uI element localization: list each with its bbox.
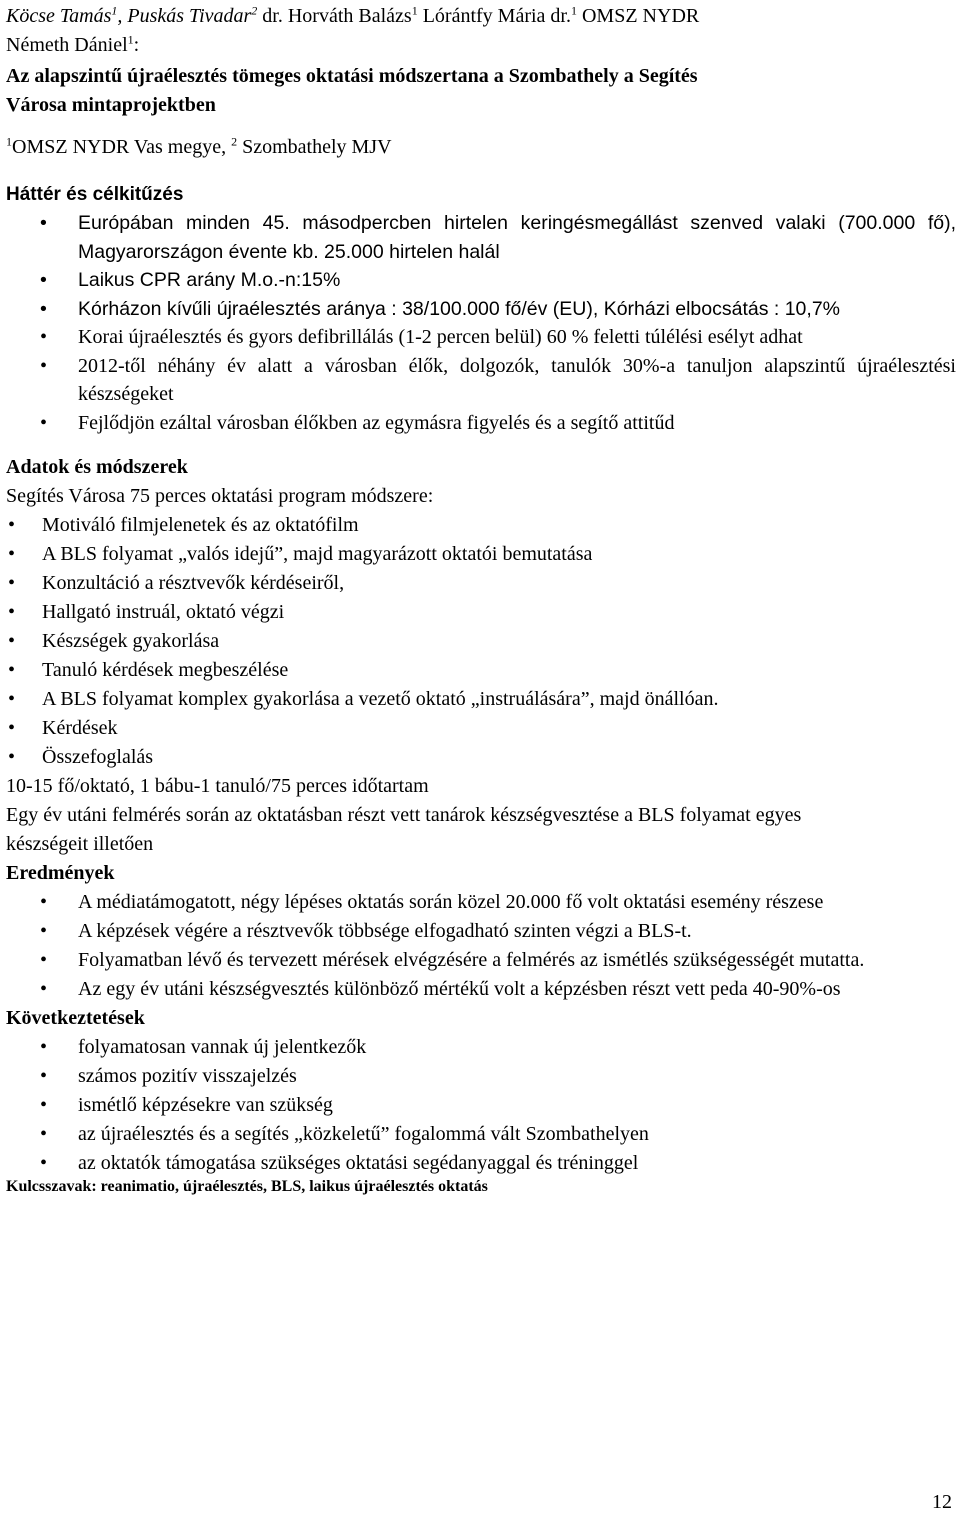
section-heading-results: Eredmények [6,862,115,884]
list-item: • A BLS folyamat komplex gyakorlása a vezető oktató „instruálására”, majd önállóan. [6,685,956,714]
affiliation-marker: 2 [231,134,238,149]
author-organization: OMSZ NYDR [576,5,700,27]
background-list [6,209,956,437]
author-name: , Puskás Tivadar [117,5,252,27]
list-item: • Hallgató instruál, oktató végzi [6,598,956,627]
affiliation-marker: 2 [251,3,258,18]
affiliation-marker: 1 [111,3,118,18]
methods-list [6,511,956,772]
list-item: • A képzések végére a résztvevők többsége elfogadható szinten végzi a BLS-t. [6,917,956,946]
list-item: • Kérdések [6,714,956,743]
list-item: • Motiváló filmjelenetek és az oktatófilm [6,511,956,540]
list-item: • Konzultáció a résztvevők kérdéseiről, [6,569,956,598]
list-item: • Készségek gyakorlása [6,627,956,656]
affiliation-marker: 1 [570,3,577,18]
list-item: • számos pozitív visszajelzés [6,1062,956,1091]
affiliation-marker: 1 [127,32,134,47]
page-number: 12 [932,1491,952,1513]
list-item: • A médiatámogatott, négy lépéses oktatás során közel 20.000 fő volt oktatási esemény részese [6,888,956,917]
author-name: Németh Dániel [6,34,128,56]
list-item: • az újraélesztés és a segítés „közkeletű” fogalommá vált Szombathelyen [6,1120,956,1149]
conclusions-list [6,1033,956,1178]
methods-paragraph: 10-15 fő/oktató, 1 bábu-1 tanuló/75 perces időtartam [6,775,429,797]
list-item: • az oktatók támogatása szükséges oktatási segédanyaggal és tréninggel [6,1149,956,1178]
author-name: Köcse Tamás [6,5,112,27]
list-item: • Laikus CPR arány M.o.-n:15% [6,266,956,295]
results-list [6,888,956,1004]
list-item: • ismétlő képzésekre van szükség [6,1091,956,1120]
document-title: Az alapszintű újraélesztés tömeges oktatási módszertana a Szombathely a Segítés [6,65,698,87]
methods-intro: Segítés Városa 75 perces oktatási program módszere: [6,485,434,507]
methods-paragraph: Egy év utáni felmérés során az oktatásban részt vett tanárok készségvesztése a BLS folyamat egyes készségeit illetően [6,804,802,855]
list-item: • Az egy év utáni készségvesztés különböző mértékű volt a képzésben részt vett peda 40-90%-os [6,975,956,1004]
section-heading-methods: Adatok és módszerek [6,456,188,478]
document-title-continued: Városa mintaprojektben [6,94,216,116]
authors-line [6,2,956,31]
list-item: • Folyamatban lévő és tervezett mérések elvégzésére a felmérés az ismétlés szükségességét mutatta. [6,946,956,975]
keywords: Kulcsszavak: reanimatio, újraélesztés, BLS, laikus újraélesztés oktatás [6,1178,488,1195]
author-name: Lórántfy Mária dr. [417,5,571,27]
list-item: • A BLS folyamat „valós idejű”, majd magyarázott oktatói bemutatása [6,540,956,569]
affiliations [6,133,956,162]
affiliation-marker: 1 [411,3,418,18]
authors-line-2 [6,31,956,60]
affiliation-text: OMSZ NYDR Vas megye, [12,136,232,158]
affiliation-text: Szombathely MJV [237,136,392,158]
author-name: dr. Horváth Balázs [257,5,412,27]
colon: : [133,34,140,56]
document-page [6,2,956,1198]
list-item: • Európában minden 45. másodpercben hirtelen keringésmegállást szenved valaki (700.000 fő), Magyarországon évente kb. 25.000 hirtelen halál [6,209,956,266]
list-item: • folyamatosan vannak új jelentkezők [6,1033,956,1062]
affiliation-marker: 1 [6,134,12,149]
section-heading-conclusions: Következtetések [6,1007,145,1029]
list-item: • 2012-től néhány év alatt a városban élők, dolgozók, tanulók 30%-a tanuljon alapszintű újraélesztési készségeket [6,352,956,409]
list-item: • Összefoglalás [6,743,956,772]
list-item: • Fejlődjön ezáltal városban élőkben az egymásra figyelés és a segítő attitűd [6,409,956,438]
list-item: • Korai újraélesztés és gyors defibrillálás (1-2 percen belül) 60 % feletti túlélési esélyt adhat [6,323,956,352]
list-item: • Kórházon kívűli újraélesztés aránya : 38/100.000 fő/év (EU), Kórházi elbocsátás : 10,7% [6,295,956,324]
section-heading-background: Háttér és célkitűzés [6,184,184,205]
list-item: • Tanuló kérdések megbeszélése [6,656,956,685]
